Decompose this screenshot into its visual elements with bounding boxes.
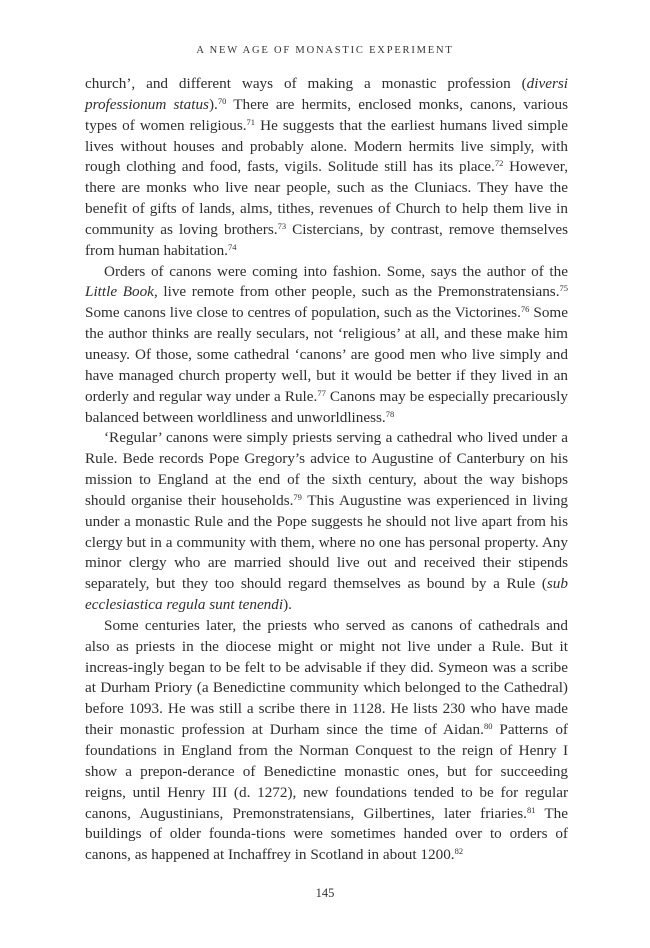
footnote-ref[interactable]: 77	[317, 387, 326, 398]
paragraph-2	[85, 262, 568, 429]
footnote-ref[interactable]: 76	[520, 304, 530, 315]
italic-term: sub ecclesiastica regula sunt tenendi	[85, 575, 568, 614]
italic-term: diversi professionum status	[85, 75, 568, 113]
text-segment: , live remote from other people, such as the Premonstratensians.	[153, 283, 560, 301]
page-number: 145	[315, 886, 335, 900]
text-segment: church’, and different ways of making a monastic profession (	[85, 75, 527, 92]
footnote-ref[interactable]: 82	[454, 846, 464, 857]
text-segment: ).	[208, 95, 218, 113]
body-text	[85, 74, 568, 866]
text-segment: Patterns of foundations in England from the Norman Conquest to the reign of Henry I show a prepon-derance of Benedictine monastic ones, but for succeeding reigns, until Henry III (d. 1272), new foundations tended to be for regular canons, Augustinians, Premonstratensians, Gilbertines, later friaries.	[85, 721, 568, 822]
footnote-ref[interactable]: 79	[293, 491, 302, 502]
paragraph-3	[85, 428, 568, 616]
text-segment: This Augustine was experienced in living under a monastic Rule and the Pope suggests he should not live apart from his clergy but in a community with them, where no one has personal property. Any minor clergy who are married should live out and received their stipends separately, but they too should regard themselves as bound by a Rule (	[85, 491, 568, 593]
paragraph-1	[85, 74, 568, 262]
footnote-ref[interactable]: 71	[246, 116, 256, 127]
footnote-ref[interactable]: 75	[559, 283, 568, 294]
text-segment: Some the author thinks are really seculars, not ‘religious’ at all, and these make him uneasy. Of those, some cathedral ‘canons’ are good men who live simply and have managed church property well, but it would be better if they lived in an orderly and regular way under a Rule.	[85, 304, 568, 405]
text-segment: There are hermits, enclosed monks, canons, various types of women religious.	[85, 95, 568, 134]
text-segment: Some centuries later, the priests who served as canons of cathedrals and also as priests in the diocese might or might not live under a Rule. But it increas-ingly began to be felt to be advisable if they did. Symeon was a scribe at Durham Priory (a Benedictine community which belonged to the Cathedral) before 1093. He was still a scribe there in 1128. He lists 230 who have made their monastic profession at Durham since the time of Aidan.	[85, 616, 568, 739]
footnote-ref[interactable]: 78	[385, 408, 395, 419]
footnote-ref[interactable]: 73	[277, 220, 287, 231]
italic-title: Little Book	[85, 283, 154, 301]
text-segment: Canons may be especially precariously balanced between worldliness and unworldliness.	[85, 387, 568, 426]
text-segment: He suggests that the earliest humans lived simple lives without houses and probably alone. Modern hermits live simply, with rough clothing and food, fasts, vigils. Solitude still has its place.	[85, 116, 568, 176]
text-segment: ‘Regular’ canons were simply priests serving a cathedral who lived under a Rule. Bede records Pope Gregory’s advice to Augustine of Canterbury on his mission to England at the end of the sixth century, about the way bishops should organise their households.	[85, 429, 568, 509]
text-segment: ).	[283, 596, 292, 614]
footnote-ref[interactable]: 81	[526, 804, 536, 815]
text-segment: Orders of canons were coming into fashion. Some, says the author of the	[104, 262, 568, 280]
text-segment: Cistercians, by contrast, remove themselves from human habitation.	[85, 220, 568, 259]
footnote-ref[interactable]: 72	[494, 158, 504, 169]
text-segment: However, there are monks who live near people, such as the Cluniacs. They have the benefit of gifts of lands, alms, tithes, revenues of Church to help them live in community as loving brothers.	[85, 158, 568, 238]
text-segment: Some canons live close to centres of population, such as the Victorines.	[85, 304, 521, 322]
text-segment: The buildings of older founda-tions were sometimes handed over to orders of canons, as happened at Inchaffrey in Scotland in about 1200.	[85, 804, 569, 864]
running-head: A NEW AGE OF MONASTIC EXPERIMENT	[196, 45, 454, 56]
footnote-ref[interactable]: 74	[227, 241, 237, 252]
footnote-ref[interactable]: 70	[217, 95, 227, 106]
paragraph-4	[85, 616, 568, 866]
footnote-ref[interactable]: 80	[483, 721, 493, 732]
